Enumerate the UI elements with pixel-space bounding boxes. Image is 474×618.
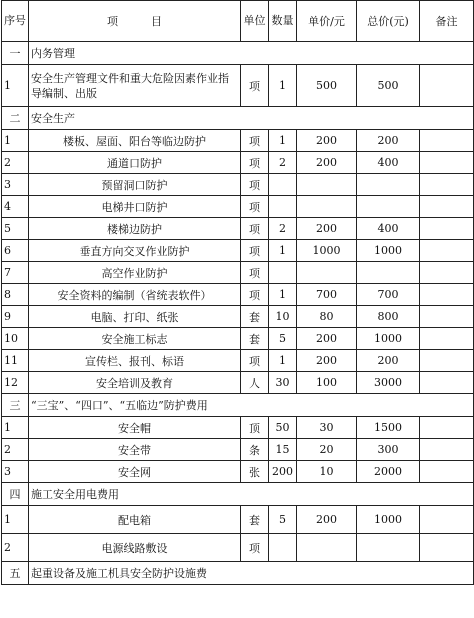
- cell-note: [420, 417, 474, 439]
- cell-unit: 项: [241, 218, 269, 240]
- cell-qty: 5: [269, 506, 297, 534]
- cell-qty: 50: [269, 417, 297, 439]
- cell-total: 700: [357, 284, 420, 306]
- table-row: [2, 130, 474, 152]
- cell-total: [357, 262, 420, 284]
- cell-note: [420, 174, 474, 196]
- section-title: 内务管理: [29, 42, 474, 65]
- cell-price: 80: [297, 306, 357, 328]
- cell-note: [420, 372, 474, 394]
- cell-unit: 顶: [241, 417, 269, 439]
- cell-item: 预留洞口防护: [29, 174, 241, 196]
- cell-seq: 11: [2, 350, 29, 372]
- cell-unit: 套: [241, 306, 269, 328]
- cell-note: [420, 534, 474, 562]
- cell-item: 楼板、屋面、阳台等临边防护: [29, 130, 241, 152]
- cell-price: 20: [297, 439, 357, 461]
- cell-note: [420, 328, 474, 350]
- header-seq: 序号: [2, 1, 29, 42]
- cell-price: 30: [297, 417, 357, 439]
- cell-price: 200: [297, 218, 357, 240]
- cell-total: 400: [357, 152, 420, 174]
- cell-seq: 5: [2, 218, 29, 240]
- cell-item: 安全网: [29, 461, 241, 483]
- cell-qty: [269, 196, 297, 218]
- cell-unit: 项: [241, 262, 269, 284]
- cell-qty: 30: [269, 372, 297, 394]
- cost-table: [1, 0, 474, 585]
- cell-unit: 项: [241, 350, 269, 372]
- header-qty: 数量: [269, 1, 297, 42]
- cell-price: [297, 196, 357, 218]
- cell-unit: 项: [241, 284, 269, 306]
- cell-total: 1000: [357, 240, 420, 262]
- cell-seq: 6: [2, 240, 29, 262]
- header-price: 单价/元: [297, 1, 357, 42]
- cell-total: [357, 196, 420, 218]
- cell-item: 垂直方向交叉作业防护: [29, 240, 241, 262]
- cell-qty: 2: [269, 152, 297, 174]
- cell-seq: 1: [2, 417, 29, 439]
- cell-unit: 项: [241, 240, 269, 262]
- cell-total: 1500: [357, 417, 420, 439]
- cell-qty: 200: [269, 461, 297, 483]
- cell-total: 1000: [357, 328, 420, 350]
- table-row: [2, 306, 474, 328]
- cell-unit: 项: [241, 130, 269, 152]
- cell-price: 500: [297, 65, 357, 107]
- cell-item: 安全施工标志: [29, 328, 241, 350]
- cell-total: 1000: [357, 506, 420, 534]
- cell-item: 电源线路敷设: [29, 534, 241, 562]
- cell-note: [420, 506, 474, 534]
- cell-qty: 1: [269, 284, 297, 306]
- table-row: [2, 218, 474, 240]
- cell-total: [357, 534, 420, 562]
- cell-seq: 1: [2, 506, 29, 534]
- cell-note: [420, 461, 474, 483]
- table-row: [2, 284, 474, 306]
- cell-seq: 9: [2, 306, 29, 328]
- section-title: 安全生产: [29, 107, 474, 130]
- table-row: [2, 262, 474, 284]
- cell-total: 800: [357, 306, 420, 328]
- cell-price: 100: [297, 372, 357, 394]
- table-row: [2, 350, 474, 372]
- cell-item: 配电箱: [29, 506, 241, 534]
- section-number: 五: [2, 562, 29, 585]
- cell-qty: 1: [269, 350, 297, 372]
- cell-seq: 12: [2, 372, 29, 394]
- cell-note: [420, 218, 474, 240]
- cell-price: 200: [297, 328, 357, 350]
- cell-seq: 7: [2, 262, 29, 284]
- cell-seq: 3: [2, 174, 29, 196]
- cell-unit: 项: [241, 534, 269, 562]
- cell-item: 安全生产管理文件和重大危险因素作业指导编制、出版: [29, 65, 241, 107]
- table-row: [2, 534, 474, 562]
- section-title: 起重设备及施工机具安全防护设施费: [29, 562, 474, 585]
- cell-qty: [269, 262, 297, 284]
- cell-total: 400: [357, 218, 420, 240]
- cell-unit: 条: [241, 439, 269, 461]
- table-row: [2, 328, 474, 350]
- cell-total: [357, 174, 420, 196]
- section-row: [2, 394, 474, 417]
- section-row: [2, 42, 474, 65]
- cell-price: 200: [297, 152, 357, 174]
- cell-price: 200: [297, 506, 357, 534]
- cell-price: [297, 534, 357, 562]
- cell-item: 宣传栏、报刊、标语: [29, 350, 241, 372]
- cell-qty: 10: [269, 306, 297, 328]
- cell-qty: 1: [269, 240, 297, 262]
- cell-seq: 1: [2, 130, 29, 152]
- cell-seq: 2: [2, 439, 29, 461]
- cell-item: 通道口防护: [29, 152, 241, 174]
- cell-unit: 人: [241, 372, 269, 394]
- cell-unit: 项: [241, 152, 269, 174]
- cell-seq: 2: [2, 534, 29, 562]
- cell-note: [420, 240, 474, 262]
- section-row: [2, 483, 474, 506]
- cell-price: 10: [297, 461, 357, 483]
- cell-qty: 1: [269, 65, 297, 107]
- cell-item: 安全培训及教育: [29, 372, 241, 394]
- cell-unit: 张: [241, 461, 269, 483]
- cell-unit: 项: [241, 174, 269, 196]
- cell-seq: 4: [2, 196, 29, 218]
- cell-unit: 套: [241, 506, 269, 534]
- cell-unit: 套: [241, 328, 269, 350]
- cell-total: 200: [357, 130, 420, 152]
- table-row: [2, 196, 474, 218]
- cell-price: 700: [297, 284, 357, 306]
- cell-item: 安全带: [29, 439, 241, 461]
- header-unit: 单位: [241, 1, 269, 42]
- cell-price: 200: [297, 350, 357, 372]
- header-row: [2, 1, 474, 42]
- table-row: [2, 240, 474, 262]
- section-title: 施工安全用电费用: [29, 483, 474, 506]
- cell-seq: 10: [2, 328, 29, 350]
- cell-note: [420, 306, 474, 328]
- cell-item: 电梯井口防护: [29, 196, 241, 218]
- cell-price: [297, 262, 357, 284]
- section-number: 四: [2, 483, 29, 506]
- cell-total: 500: [357, 65, 420, 107]
- cell-total: 2000: [357, 461, 420, 483]
- header-item: 项 目: [29, 1, 241, 42]
- cell-qty: [269, 534, 297, 562]
- table-row: [2, 461, 474, 483]
- table-row: [2, 65, 474, 107]
- cell-qty: [269, 174, 297, 196]
- cell-note: [420, 262, 474, 284]
- cell-note: [420, 152, 474, 174]
- cell-qty: 15: [269, 439, 297, 461]
- table-row: [2, 152, 474, 174]
- cell-item: 安全资料的编制（省统表软件）: [29, 284, 241, 306]
- section-number: 二: [2, 107, 29, 130]
- header-note: 备注: [420, 1, 474, 42]
- cell-qty: 2: [269, 218, 297, 240]
- cell-note: [420, 196, 474, 218]
- cell-item: 楼梯边防护: [29, 218, 241, 240]
- table-row: [2, 417, 474, 439]
- cell-note: [420, 439, 474, 461]
- table-row: [2, 439, 474, 461]
- cell-note: [420, 65, 474, 107]
- section-number: 三: [2, 394, 29, 417]
- table-row: [2, 174, 474, 196]
- table-row: [2, 506, 474, 534]
- section-title: “三宝”、“四口”、“五临边”防护费用: [29, 394, 474, 417]
- header-total: 总价(元): [357, 1, 420, 42]
- table-row: [2, 372, 474, 394]
- cell-seq: 2: [2, 152, 29, 174]
- section-number: 一: [2, 42, 29, 65]
- cell-note: [420, 130, 474, 152]
- cell-note: [420, 350, 474, 372]
- cell-total: 3000: [357, 372, 420, 394]
- cell-item: 安全帽: [29, 417, 241, 439]
- cell-note: [420, 284, 474, 306]
- section-row: [2, 107, 474, 130]
- cell-price: [297, 174, 357, 196]
- cell-price: 1000: [297, 240, 357, 262]
- cell-total: 200: [357, 350, 420, 372]
- cell-unit: 项: [241, 65, 269, 107]
- cell-seq: 8: [2, 284, 29, 306]
- section-row: [2, 562, 474, 585]
- cell-total: 300: [357, 439, 420, 461]
- cell-item: 高空作业防护: [29, 262, 241, 284]
- cell-seq: 1: [2, 65, 29, 107]
- cell-unit: 项: [241, 196, 269, 218]
- cell-qty: 5: [269, 328, 297, 350]
- cell-seq: 3: [2, 461, 29, 483]
- cell-price: 200: [297, 130, 357, 152]
- cell-item: 电脑、打印、纸张: [29, 306, 241, 328]
- cell-qty: 1: [269, 130, 297, 152]
